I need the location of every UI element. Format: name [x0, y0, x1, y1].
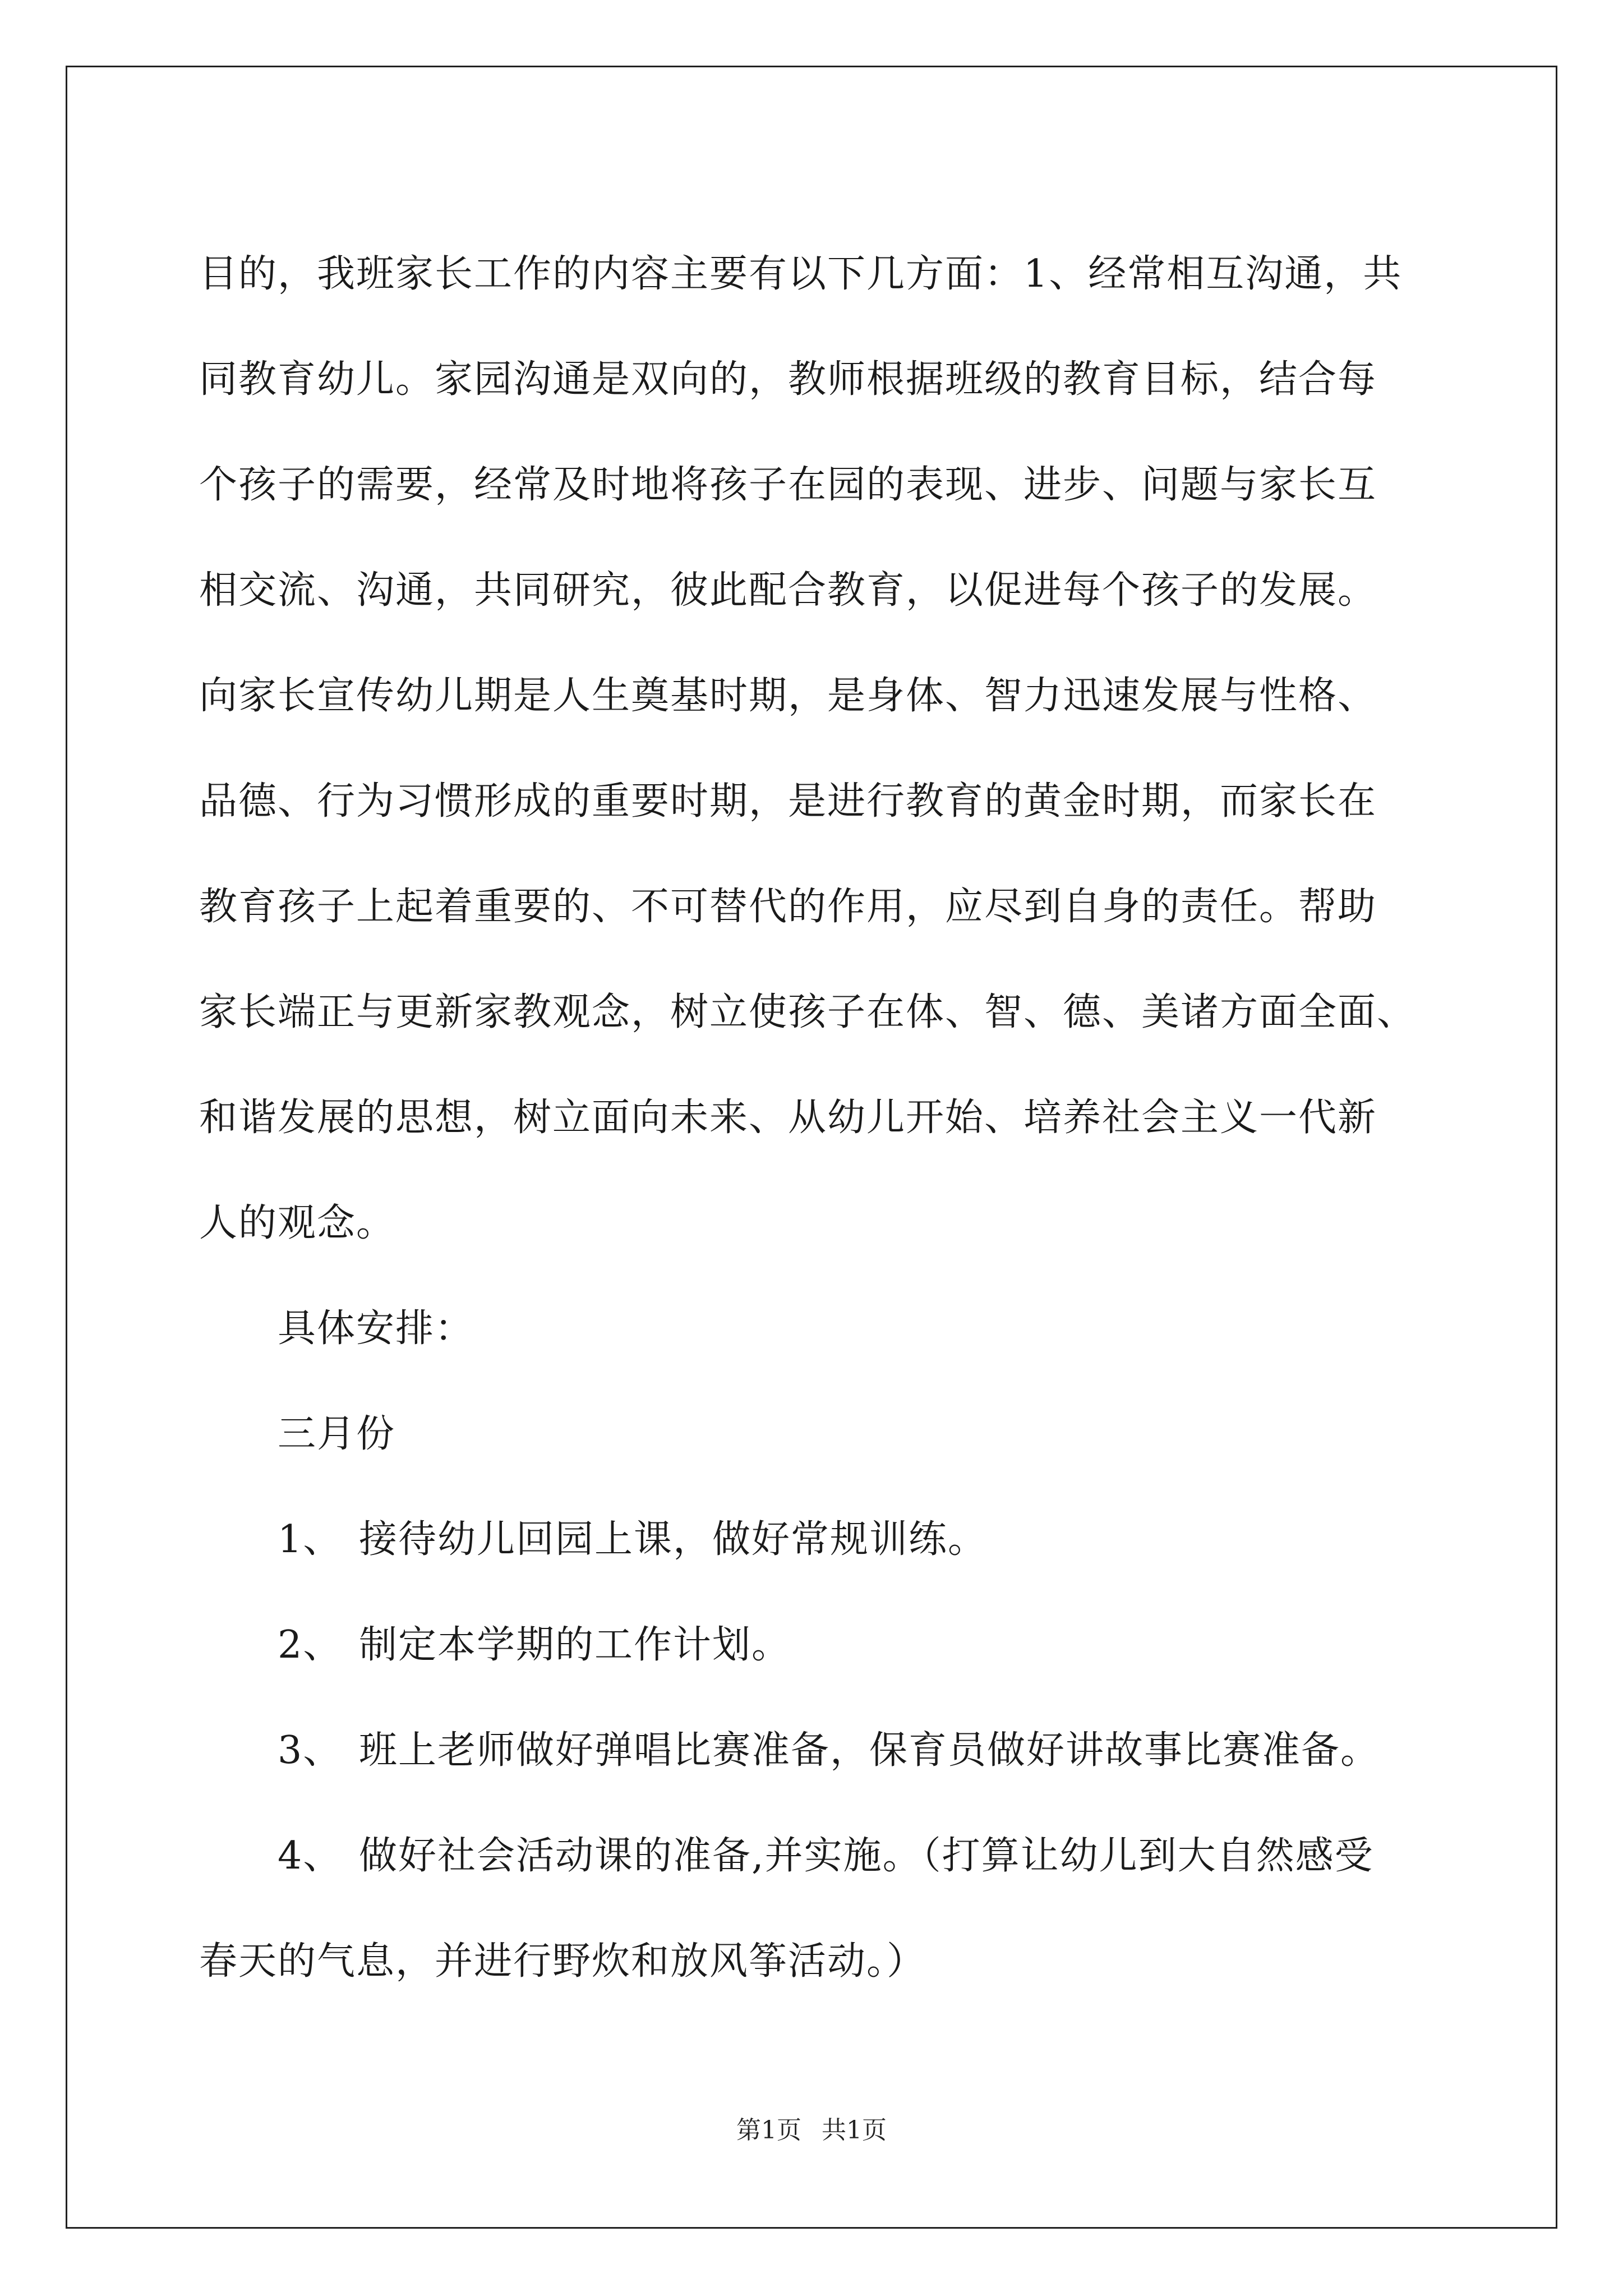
page-footer — [0, 2114, 1623, 2147]
list-item — [199, 1487, 1495, 1593]
list-item — [199, 1593, 1495, 1698]
document-body — [199, 222, 1495, 2014]
list-item-text: 班上老师做好弹唱比赛准备，保育员做好讲故事比赛准备。 — [359, 1728, 1380, 1773]
arrangement-heading: 具体安排： — [278, 1306, 474, 1351]
list-item-text: 做好社会活动课的准备,并实施。（打算让幼儿到大自然感受 — [359, 1834, 1374, 1878]
paragraph-line: 相交流、沟通，共同研究，彼此配合教育，以促进每个孩子的发展。 — [199, 568, 1377, 613]
list-item-number: 1、 — [278, 1517, 343, 1562]
paragraph-line: 品德、行为习惯形成的重要时期，是进行教育的黄金时期，而家长在 — [199, 779, 1377, 823]
list-item — [199, 1698, 1495, 1803]
paragraph-line: 目的，我班家长工作的内容主要有以下几方面：1、经常相互沟通，共 — [199, 252, 1403, 296]
paragraph-line: 家长端正与更新家教观念，树立使孩子在体、智、德、美诸方面全面、 — [199, 990, 1417, 1034]
month-heading: 三月份 — [278, 1412, 396, 1456]
page-number-total: 共1页 — [822, 2116, 887, 2145]
paragraph-line: 和谐发展的思想，树立面向未来、从幼儿开始、培养社会主义一代新 — [199, 1096, 1377, 1140]
paragraph-line: 个孩子的需要，经常及时地将孩子在园的表现、进步、问题与家长互 — [199, 463, 1377, 507]
list-item-number: 4、 — [278, 1834, 343, 1878]
paragraph-line: 同教育幼儿。家园沟通是双向的，教师根据班级的教育目标，结合每 — [199, 357, 1377, 402]
paragraph-line: 人的观念。 — [199, 1201, 396, 1245]
list-item-text: 制定本学期的工作计划。 — [359, 1623, 791, 1667]
list-item-number: 3、 — [278, 1728, 343, 1773]
paragraph-line: 教育孩子上起着重要的、不可替代的作用，应尽到自身的责任。帮助 — [199, 885, 1377, 929]
page-number-current: 第1页 — [736, 2116, 801, 2145]
list-item-number: 2、 — [278, 1623, 343, 1667]
list-item-text: 接待幼儿回园上课，做好常规训练。 — [359, 1517, 988, 1562]
list-item — [199, 1803, 1495, 1909]
list-item-continuation: 春天的气息，并进行野炊和放风筝活动。） — [199, 1939, 926, 1984]
paragraph-line: 向家长宣传幼儿期是人生奠基时期，是身体、智力迅速发展与性格、 — [199, 674, 1377, 718]
